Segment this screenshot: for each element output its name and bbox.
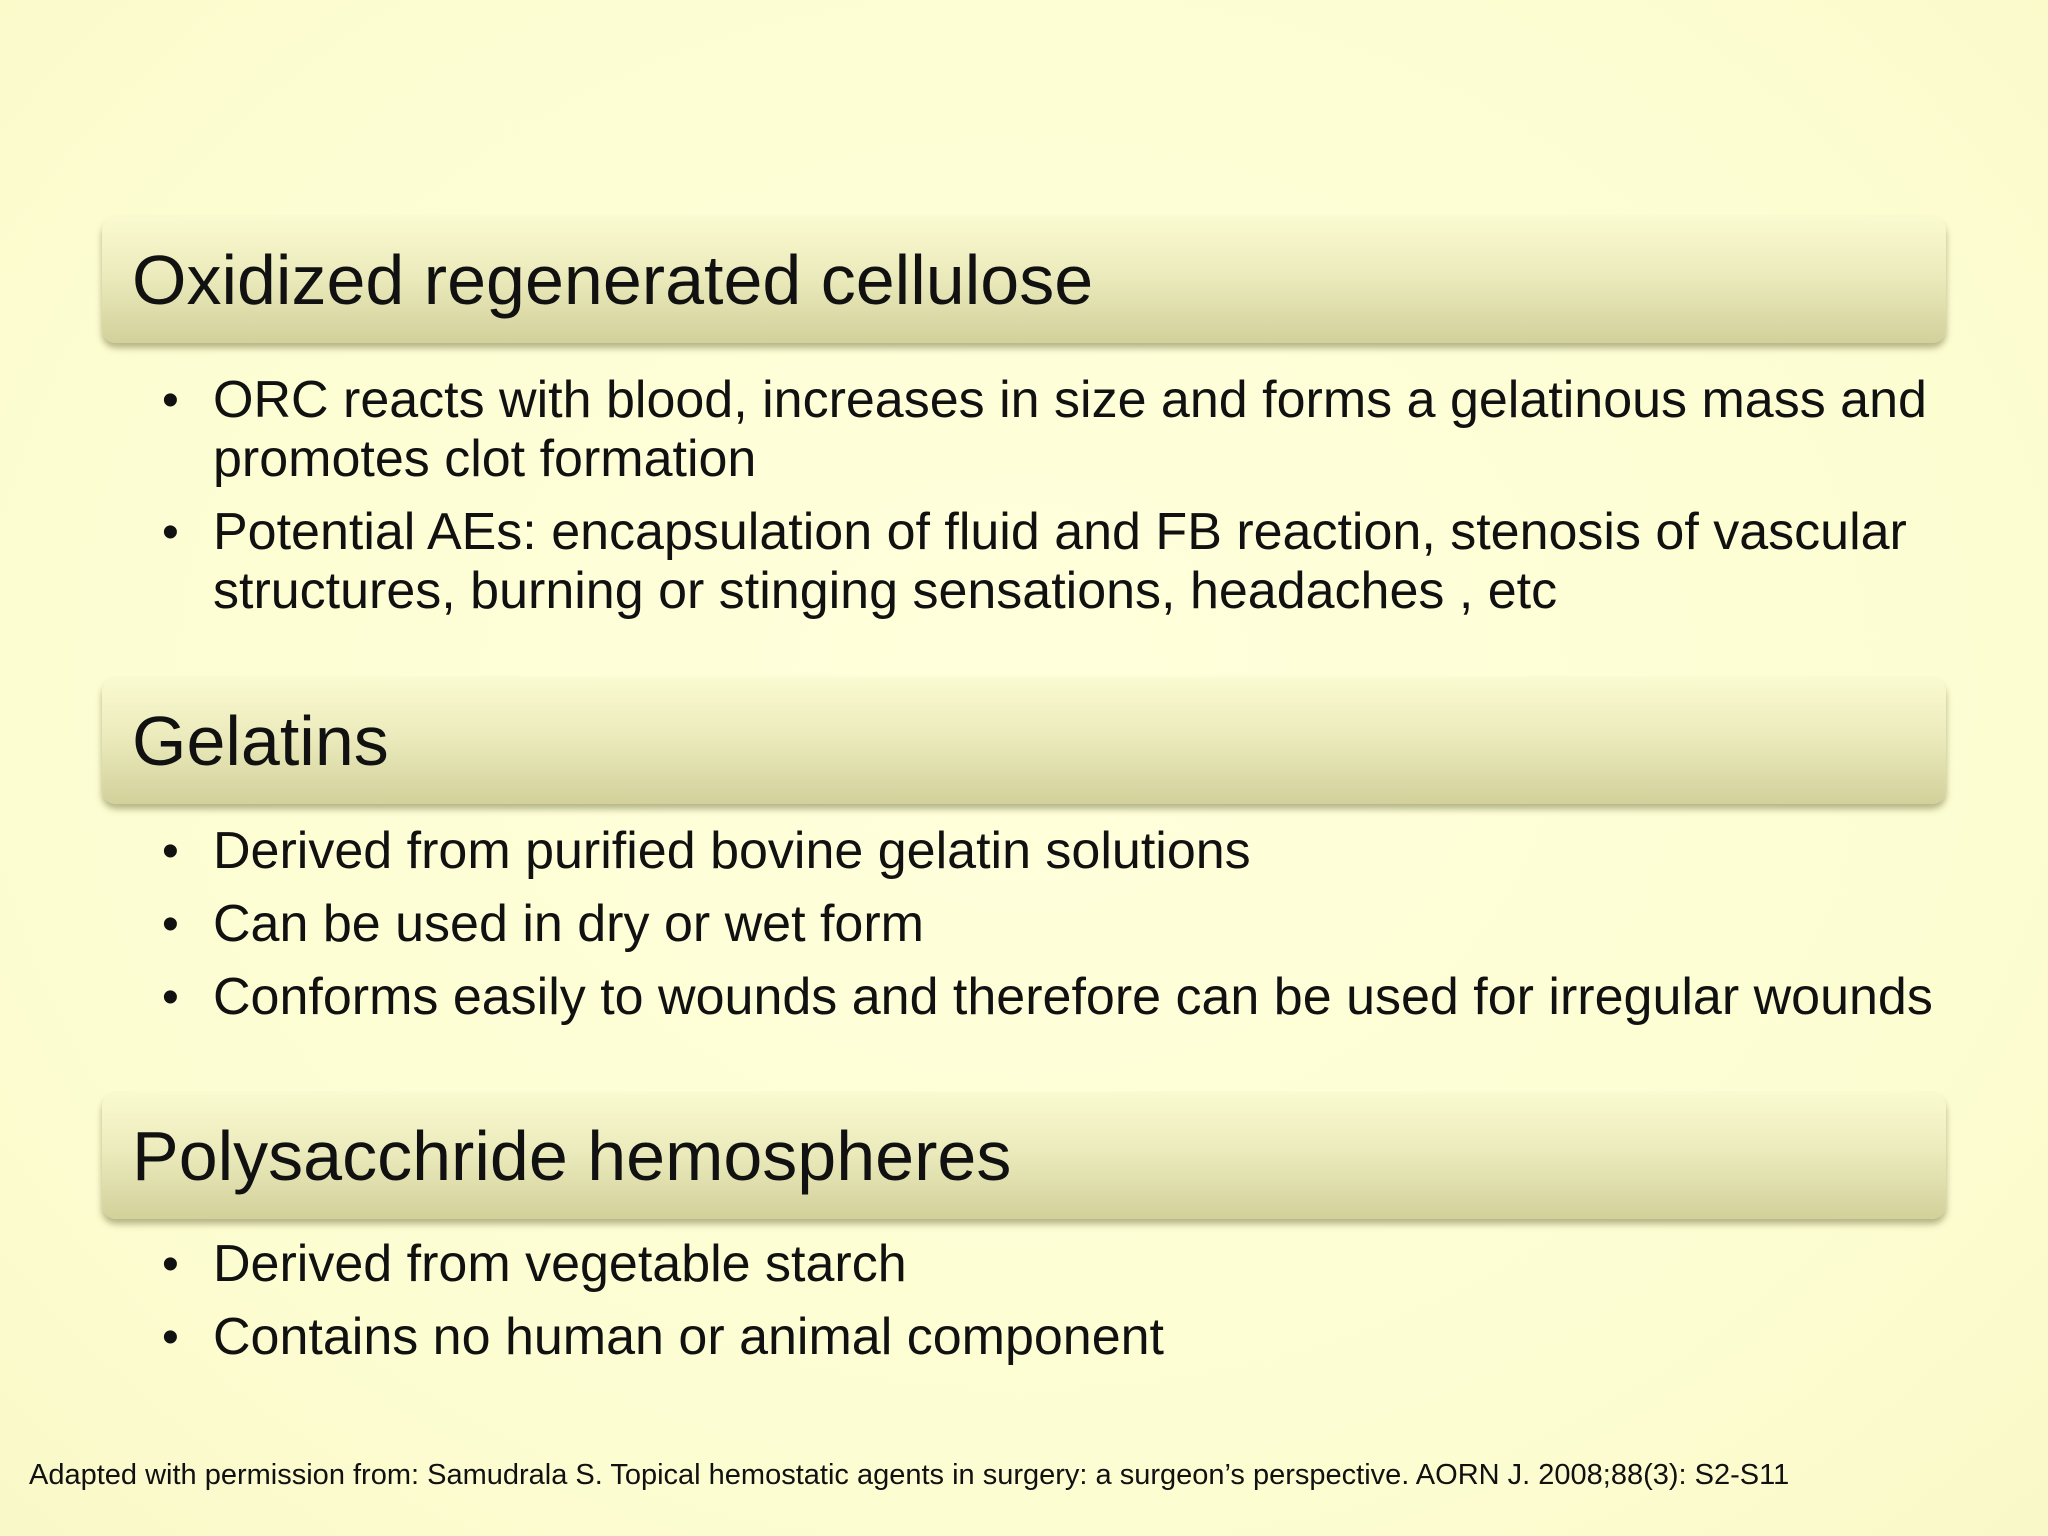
bullet-item	[102, 895, 1933, 954]
citation-footnote: Adapted with permission from: Samudrala S. Topical hemostatic agents in surgery: a surgeon’s perspective. AORN J. 2008;88(3): S2-S11	[29, 1459, 1790, 1491]
section-header-bar	[102, 1093, 1946, 1219]
section-header-bar	[102, 678, 1946, 804]
bullet-item	[102, 822, 1933, 881]
bullet-text: Derived from vegetable starch	[213, 1235, 907, 1293]
bullet-text: Can be used in dry or wet form	[213, 895, 924, 953]
bullet-icon: •	[162, 374, 179, 427]
bullet-item	[102, 968, 1933, 1027]
bullet-icon: •	[162, 1238, 179, 1291]
bullet-list	[102, 1235, 1946, 1367]
bullet-icon: •	[162, 898, 179, 951]
bullet-icon: •	[162, 825, 179, 878]
bullet-icon: •	[162, 506, 179, 559]
section-title: Polysacchride hemospheres	[132, 1117, 1012, 1195]
bullet-item	[102, 371, 1933, 489]
bullet-text: Conforms easily to wounds and therefore can be used for irregular wounds	[213, 968, 1933, 1026]
bullet-list	[102, 822, 1946, 1027]
section-oxidized-cellulose	[102, 217, 1946, 620]
bullet-text: Potential AEs: encapsulation of fluid and FB reaction, stenosis of vascular structures, burning or stinging sensations, headaches , etc	[213, 503, 1907, 620]
section-header-bar	[102, 217, 1946, 343]
bullet-item	[102, 503, 1933, 621]
section-polysaccharide-hemospheres	[102, 1093, 1946, 1365]
bullet-text: Contains no human or animal component	[213, 1308, 1165, 1366]
bullet-item	[102, 1235, 1933, 1294]
bullet-icon: •	[162, 1311, 179, 1364]
bullet-list	[102, 371, 1946, 621]
section-title: Gelatins	[132, 702, 389, 780]
bullet-text: ORC reacts with blood, increases in size and forms a gelatinous mass and promotes clot formation	[213, 371, 1927, 488]
section-gelatins	[102, 678, 1946, 1026]
bullet-icon: •	[162, 971, 179, 1024]
bullet-text: Derived from purified bovine gelatin solutions	[213, 822, 1251, 880]
section-title: Oxidized regenerated cellulose	[132, 241, 1094, 319]
bullet-item	[102, 1308, 1933, 1367]
